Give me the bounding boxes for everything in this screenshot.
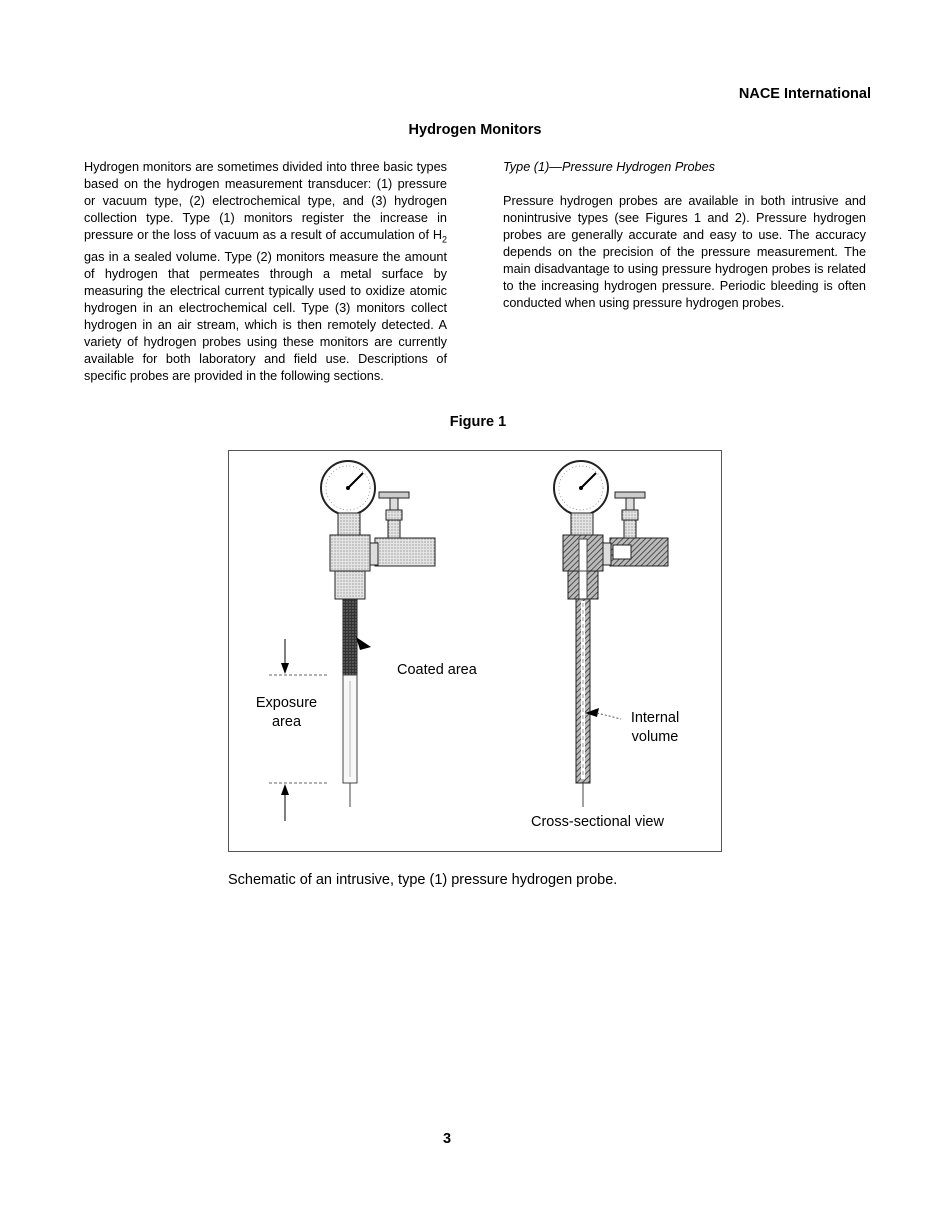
internal-volume-label: Internal volume (622, 709, 688, 747)
section-subheading: Type (1)—Pressure Hydrogen Probes (503, 160, 716, 174)
pressure-gauge-icon (554, 461, 608, 515)
figure-title: Figure 1 (449, 414, 507, 430)
left-probe (269, 461, 435, 821)
valve-icon (610, 492, 668, 566)
right-column (503, 159, 866, 312)
right-probe-cross-section (554, 461, 668, 807)
pressure-gauge-icon (321, 461, 375, 515)
header-org: NACE International (738, 86, 871, 102)
probe-drawing (229, 451, 721, 851)
pressure-probes-paragraph: Pressure hydrogen probes are available in both intrusive and nonintrusive types (see Figures 1 and 2). Pressure hydrogen probes are generally accurate and easy to use. The accuracy depends on the precision of the pressure measurement. The main disadvantage to using pressure hydrogen probes is related to the increasing hydrogen pressure. Periodic bleeding is often conducted when using pressure hydrogen probes. (503, 194, 866, 310)
cross-sectional-view-label: Cross-sectional view (531, 814, 664, 830)
exposure-area-label: Exposure area (249, 694, 324, 732)
intro-paragraph (84, 159, 447, 385)
intro-text: Hydrogen monitors are sometimes divided into three basic types based on the hydrogen measurement transducer: (1) pressure or vacuum type, (2) electrochemical type, and (3) hydrogen collection type. Type (1) monitors register the increase in pressure or the loss of vacuum as a result of accumulation of H (84, 160, 447, 242)
figure-caption: Schematic of an intrusive, type (1) pressure hydrogen probe. (228, 872, 618, 888)
figure-1-schematic (228, 450, 722, 852)
h2-subscript: 2 (441, 234, 447, 245)
page-title: Hydrogen Monitors (408, 122, 542, 138)
intro-text-cont: gas in a sealed volume. Type (2) monitors measure the amount of hydrogen that permeates through a metal surface by measuring the electrical current typically used to oxidize atomic hydrogen in an electrochemical cell. Type (3) monitors collect hydrogen in an air stream, which is then remotely detected. A variety of hydrogen probes using these monitors are currently available for both laboratory and field use. Descriptions of specific probes are provided in the following sections. (84, 249, 447, 383)
valve-icon (375, 492, 435, 566)
page-number: 3 (442, 1131, 452, 1147)
coated-area-label: Coated area (397, 662, 477, 678)
left-column (84, 159, 447, 385)
